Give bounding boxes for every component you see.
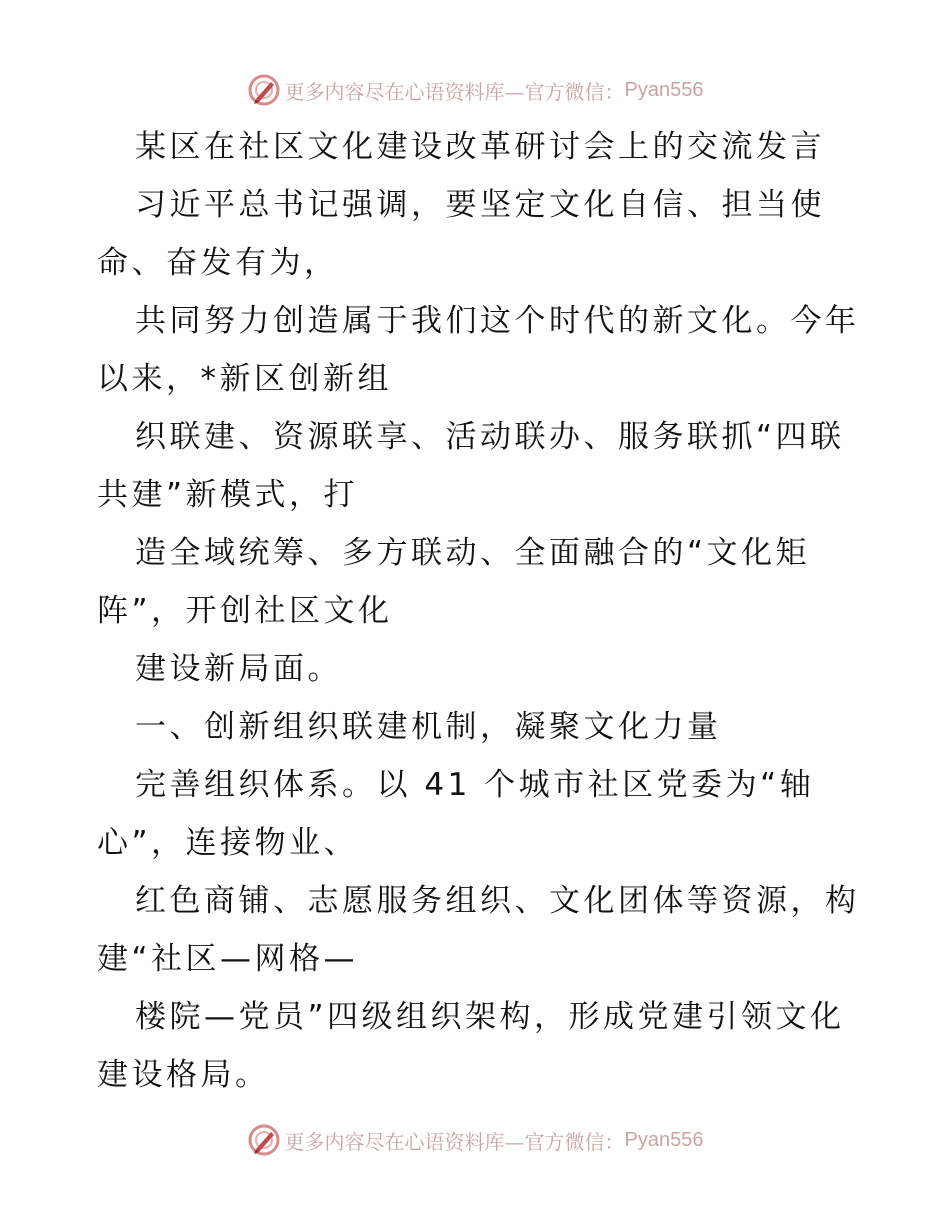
- watermark-footer: [0, 1120, 950, 1160]
- watermark-text: 更多内容尽在心语资料库—官方微信：: [284, 79, 625, 104]
- text-line: 习近平总书记强调，要坚定文化自信、担当使: [135, 187, 825, 223]
- text-line: 阵”，开创社区文化: [97, 593, 393, 629]
- text-line: 造全域统筹、多方联动、全面融合的“文化矩: [135, 535, 811, 571]
- text-line: 建设格局。: [97, 1057, 270, 1093]
- text-line: 楼院—党员”四级组织架构，形成党建引领文化: [135, 999, 845, 1035]
- watermark-text: 更多内容尽在心语资料库—官方微信：: [284, 1129, 625, 1154]
- text-line: 共建”新模式，打: [97, 477, 359, 513]
- text-line: 以来，*新区创新组: [97, 361, 392, 397]
- text-line: 织联建、资源联享、活动联办、服务联抓“四联: [135, 419, 845, 455]
- text-line: 完善组织体系。以 41 个城市社区党委为“轴: [135, 767, 815, 803]
- text-line: 一、创新组织联建机制，凝聚文化力量: [135, 709, 722, 745]
- pen-logo-icon: [247, 73, 281, 107]
- text-line: 共同努力创造属于我们这个时代的新文化。今年: [135, 303, 860, 339]
- pen-logo-icon: [247, 1123, 281, 1157]
- watermark-wechat-id: Pyan556: [624, 78, 704, 101]
- watermark-wechat-id: Pyan556: [624, 1128, 704, 1151]
- text-line: 命、奋发有为，: [97, 245, 339, 281]
- document-body: [97, 118, 860, 1104]
- watermark-header: [0, 70, 950, 110]
- text-line: 建设新局面。: [135, 651, 342, 687]
- text-line: 红色商铺、志愿服务组织、文化团体等资源，构: [135, 883, 860, 919]
- text-line: 心”，连接物业、: [97, 825, 359, 861]
- text-line: 建“社区—网格—: [97, 941, 359, 977]
- text-line: 某区在社区文化建设改革研讨会上的交流发言: [135, 129, 825, 165]
